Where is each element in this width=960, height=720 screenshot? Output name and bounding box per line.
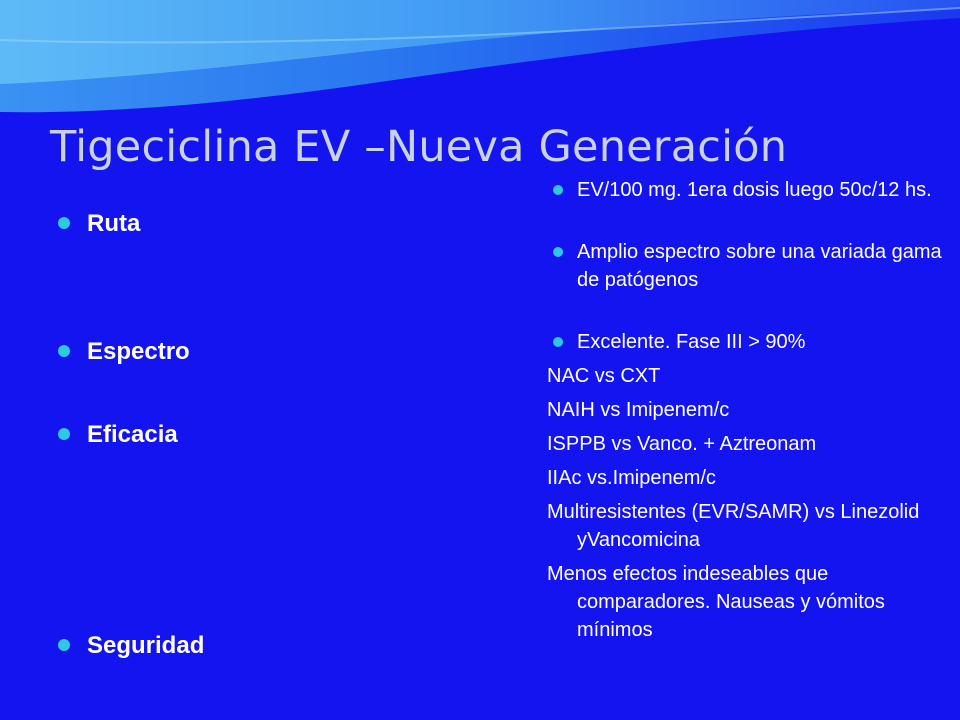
detail-text: Amplio espectro sobre una variada gama de patógenos: [577, 241, 942, 291]
detail-bullet: [547, 176, 947, 204]
detail-line: NAC vs CXT: [547, 365, 661, 387]
topic-label: Seguridad: [87, 632, 205, 659]
bullet-icon: [58, 639, 70, 651]
detail-line: Multiresistentes (EVR/SAMR) vs Linezolid yVancomicina: [547, 501, 920, 551]
bullet-icon: [553, 337, 563, 347]
topic-ruta: [58, 210, 318, 238]
detail-text: Excelente. Fase III > 90%: [577, 331, 806, 353]
topic-espectro: [58, 338, 318, 366]
detail-line: Menos efectos indeseables que comparadores. Nauseas y vómitos mínimos: [547, 563, 885, 641]
slide-title: Tigeciclina EV –Nueva Generación: [50, 122, 788, 172]
detail-line: NAIH vs Imipenem/c: [547, 399, 730, 421]
topic-seguridad: [58, 632, 318, 660]
bullet-icon: [58, 345, 70, 357]
topic-label: Ruta: [87, 210, 141, 237]
topic-label: Eficacia: [87, 421, 178, 448]
topic-label: Espectro: [87, 338, 190, 365]
bullet-icon: [553, 185, 563, 195]
detail-text: EV/100 mg. 1era dosis luego 50c/12 hs.: [577, 179, 932, 201]
topic-eficacia: [58, 421, 318, 449]
header-swoosh: [0, 0, 960, 140]
detail-line: ISPPB vs Vanco. + Aztreonam: [547, 433, 817, 455]
bullet-icon: [553, 247, 563, 257]
detail-bullet: [547, 238, 947, 294]
bullet-icon: [58, 217, 70, 229]
bullet-icon: [58, 428, 70, 440]
detail-line: IIAc vs.Imipenem/c: [547, 467, 716, 489]
detail-bullet: [547, 328, 947, 356]
detail-column: [547, 176, 947, 644]
